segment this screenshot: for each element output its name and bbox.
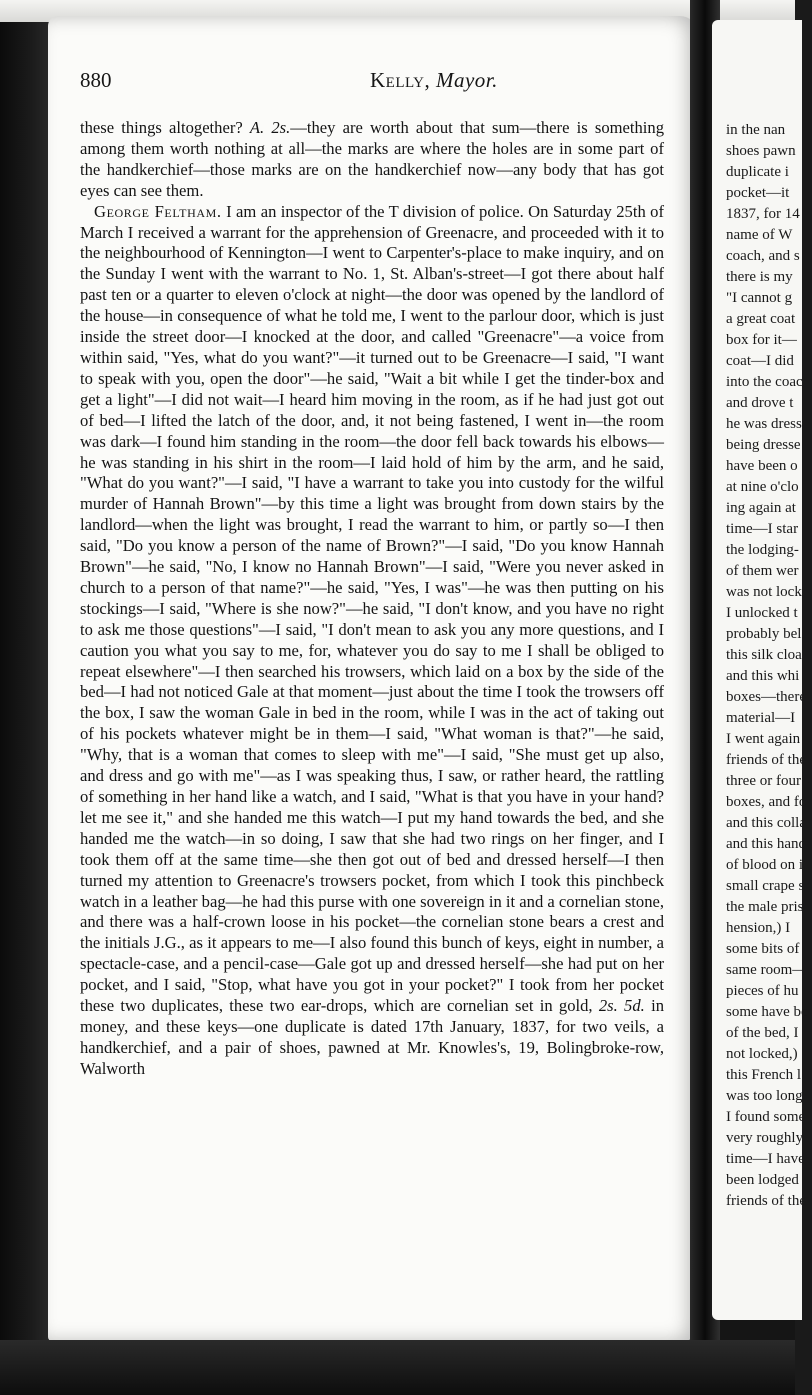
right-page-line: three or four [726, 773, 801, 789]
right-page-line: pieces of hu [726, 983, 799, 999]
right-page-line: the male pris [726, 899, 804, 915]
left-binding-shadow [0, 0, 52, 1395]
running-head-title: Mayor. [435, 68, 498, 92]
right-page-line: time—I star [726, 521, 799, 537]
right-page-line: small crape sh [726, 878, 812, 894]
right-page-line: I found some [726, 1109, 806, 1125]
right-page-line: being dresse [726, 437, 801, 453]
right-page-line: was too long [726, 1088, 803, 1104]
right-page-line: this silk cloa [726, 647, 802, 663]
right-page-line: pocket—it [726, 185, 790, 201]
right-page-line: the lodging- [726, 542, 799, 558]
right-page-line: of them wer [726, 563, 799, 579]
right-page-line: coach, and s [726, 248, 800, 264]
right-page-line: coat—I did [726, 353, 794, 369]
right-page-line: and this hand [726, 836, 806, 852]
right-page-line: of the bed, I [726, 1025, 799, 1041]
right-page-line: hension,) I [726, 920, 791, 936]
right-page-line: have been o [726, 458, 798, 474]
right-page-line: some bits of [726, 941, 800, 957]
right-page-line: he was dress [726, 416, 802, 432]
right-page-line: duplicate i [726, 164, 789, 180]
right-page-line: this French l [726, 1067, 801, 1083]
right-page-line: probably bel [726, 626, 802, 642]
right-page-line: and drove t [726, 395, 794, 411]
right-page-line: very roughly [726, 1130, 804, 1146]
right-page-line: I went again [726, 731, 801, 747]
right-page-line: in the nan [726, 122, 786, 138]
right-page-line: same room— [726, 962, 808, 978]
right-page-line: ing again at [726, 500, 796, 516]
right-page-line: I unlocked t [726, 605, 798, 621]
running-head-name: Kelly, [370, 68, 431, 92]
right-page-line: material—I [726, 710, 796, 726]
right-page-line: friends of the [726, 752, 806, 768]
page-header [80, 60, 640, 100]
right-page-line: and this whi [726, 668, 800, 684]
right-page-line: into the coac [726, 374, 803, 390]
right-page-line: name of W [726, 227, 793, 243]
right-page-line: 1837, for 14 [726, 206, 800, 222]
page-number: 880 [80, 68, 112, 92]
right-page-line: not locked,) [726, 1046, 798, 1062]
paragraph-continuation [80, 118, 664, 202]
right-page-line: "I cannot g [726, 290, 793, 306]
right-page-line: time—I have [726, 1151, 805, 1167]
paragraph-testimony [80, 202, 664, 1080]
p2-money: 2s. 5d. [598, 996, 645, 1016]
p2-text-a: I am an inspector of the T division of police. On Saturday 25th of March I received a warrant for the apprehension of Greenacre, and proceeded with it to the neighbourhood of Kennington—I went to Carpenter's-place to make inquiry, and on the Sunday I went with the warrant to No. 1, St. Alban's-street—I got there about half past ten or a quarter to eleven o'clock at night—the door was opened by the landlord of the house—in consequence of what he told me, I went to the parlour door, which is just inside the street door—I knocked at the door, and called "Greenacre"—a voice from within said, "Yes, what do you want?"—it turned out to be Greenacre—I said, "I want to speak with you, open the door"—he said, "Wait a bit while I get the tinder-box and get a light"—I did not wait—I heard him moving in the room, as if he had just got out of bed—I lifted the latch of the door, and, it not being fastened, I went in—the room was dark—I found him standing in the room—the door fell back towards his elbows—he was standing in his shirt in the room—I laid hold of him by the arm, and he said, "What do you want?"—I said, "I have a warrant to take you into custody for the wilful murder of Hannah Brown"—by this time a light was brought from down stairs by the landlord—when the light was brought, I read the warrant to him, or partly so—I then said, "Do you know a person of the name of Brown?"—I said, "Do you know Hannah Brown"—he said, "No, I know no Hannah Brown"—I said, "Were you never asked in church to a person of that name?"—he said, "Yes, I was"—he was then putting on his stockings—I said, "Where is she now?"—he said, "I don't know, and you have no right to ask me those questions"—I said, "I don't mean to ask you any more questions, and I caution you what you say to me, for, whatever you do say to me I shall be obliged to repeat elsewhere"—I then searched his trowsers, which laid on a box by the side of the bed—I had not noticed Gale at that moment—just about the time I took the trowsers off the box, I saw the woman Gale in bed in the room, while I was in the act of taking out of his pockets whatever might be in them—I said, "What woman is that?"—he said, "Why, that is a woman that comes to sleep with me"—I said, "She must get up also, and dress and go with me"—as I was speaking thus, I saw, or rather heard, the rattling of something in her hand like a watch, and I said, "What is that you have in your hand? let me see it," and she handed me this watch—I put my hand towards the bed, and she handed me the watch—in so doing, I saw that she had two rings on her finger, and I took them off at the same time—she then got out of bed and dressed herself—I then turned my attention to Greenacre's trowsers pocket, from which I took this pinchbeck watch in a leather bag—he had this purse with one sovereign in it and a cornelian stone, and there was a half-crown loose in his pocket—the cornelian stone bears a crest and the initials J.G., as it appears to me—I also found this bunch of keys, eight in number, a spectacle-case, and a pencil-case—Gale got up and dressed herself—she had put on her pocket, and I said, "Stop, what have you got in your pocket?" I took from her pocket these two duplicates, these two ear-drops, which are cornelian set in gold, [80, 201, 664, 1016]
answer-label: A. [249, 118, 265, 137]
right-page-line: a great coat [726, 311, 796, 327]
right-page-line: shoes pawn [726, 143, 796, 159]
right-page-line: some have be [726, 1004, 808, 1020]
right-page-line: and this colla [726, 815, 806, 831]
body-text [80, 118, 664, 1080]
right-page-line: there is my [726, 269, 793, 285]
right-page-line: been lodged i [726, 1172, 807, 1188]
right-page-line: was not lock [726, 584, 802, 600]
left-page [48, 16, 698, 1341]
right-page [712, 20, 812, 1320]
right-page-line: friends of the [726, 1193, 806, 1209]
p1-text-a: these things altogether? [80, 118, 250, 137]
p1-money: 2s. [271, 118, 291, 137]
right-page-text [726, 120, 812, 1212]
right-page-line: box for it— [726, 332, 797, 348]
right-page-line: of blood on it [726, 857, 808, 873]
witness-name: George Feltham. [94, 201, 222, 221]
right-page-line: boxes—there [726, 689, 806, 705]
p1-text-c: —they are worth about that sum—there is something among them worth nothing at all—the marks are where the holes are in some part of the handkerchief—those marks are on the handkerchief now—any body that has got eyes can see them. [80, 118, 664, 200]
bottom-shadow [0, 1340, 795, 1395]
right-page-line: boxes, and fo [726, 794, 807, 810]
right-page-line: at nine o'clo [726, 479, 799, 495]
running-head [370, 68, 498, 93]
p2-text-b: in money, and these keys—one duplicate is dated 17th January, 1837, for two veils, a handkerchief, and a pair of shoes, pawned at Mr. Knowles's, 19, Bolingbroke-row, Walworth [80, 996, 664, 1078]
